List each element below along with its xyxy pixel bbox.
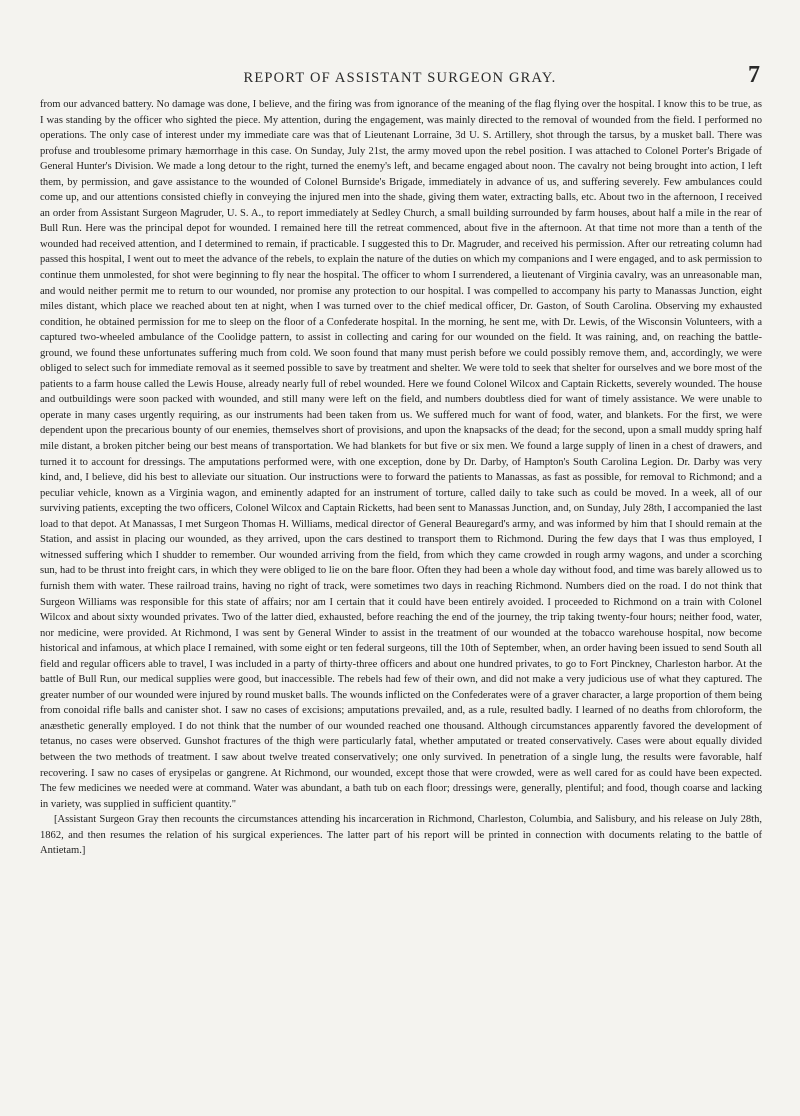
page-number: 7 [748, 62, 760, 88]
paragraph-continuation: from our advanced battery. No damage was done, I believe, and the firing was from ignorance of the meaning of the flag flying over the hospital. I know this to be true, as I was standing by the officer who sighted the piece. My attention, during the engagement, was mainly directed to the removal of wounded from the field. I performed no operations. The only case of interest under my immediate care was that of Lieutenant Lorraine, 3d U. S. Artillery, shot through the tarsus, by a musket ball. There was profuse and troublesome primary hæmorrhage in this case. On Sunday, July 21st, the army moved upon the rebel position. I was attached to Colonel Porter's Brigade of General Hunter's Division. We made a long detour to the right, turned the enemy's left, and became engaged about noon. The cavalry not being brought into action, I left them, by permission, and gave assistance to the wounded of Colonel Burnside's Brigade, immediately in advance of us, and suffering severely. Few ambulances could come up, and our attentions consisted chiefly in conveying the injured men into the shade, giving them water, extracting balls, etc. About two in the afternoon, I received an order from Assistant Surgeon Magruder, U. S. A., to report immediately at Sedley Church, a small building surrounded by farm houses, about half a mile in the rear of Bull Run. Here was the principal depot for wounded. I remained here till the retreat commenced, about five in the afternoon. At that time not more than a tenth of the wounded had received attention, and I determined to remain, if practicable. I suggested this to Dr. Magruder, and received his permission. After our retreating column had passed this hospital, I went out to meet the advance of the rebels, to explain the nature of the duties on which my companions and I were engaged, and to ask permission to continue them unmolested, for shot were beginning to fly near the hospital. The officer to whom I surrendered, a lieutenant of Virginia cavalry, was an unreasonable man, and would neither permit me to return to our wounded, nor promise any protection to our hospital. I was compelled to accompany his party to Manassas Junction, eight miles distant, which place we reached about ten at night, when I was turned over to the chief medical officer, Dr. Gaston, of South Carolina. Observing my exhausted condition, he obtained permission for me to sleep on the floor of a Confederate hospital. In the morning, he sent me, with Dr. Lewis, of the Wisconsin Volunteers, with a captured two-wheeled ambulance of the Coolidge pattern, to assist in collecting and caring for our wounded on the field. It was raining, and, on reaching the battle-ground, we found these unfortunates suffering much from cold. We soon found that many must perish before we could possibly remove them, and, accordingly, we were obliged to select such for immediate removal as it seemed possible to save by treatment and shelter. We were told to seek that shelter for ourselves and we bore most of the patients to a farm house called the Lewis House, already nearly full of rebel wounded. Here we found Colonel Wilcox and Captain Ricketts, severely wounded. The house and outbuildings were soon packed with wounded, and still many were left on the field, and numbers doubtless died for want of timely assistance. We were unable to operate in many cases urgently requiring, as our instruments had been taken from us. We suffered much for want of food, water, and blankets. For the first, we were dependent upon the precarious bounty of our enemies, themselves short of provisions, and upon the knapsacks of the dead; for the second, upon a small muddy spring half mile distant, a broken pitcher being our best means of transportation. We had blankets for but five or six men. We found a large supply of linen in a chest of drawers, and turned it to account for dressings. The amputations performed were, with one exception, done by Dr. Darby, of Hampton's South Carolina Legion. Dr. Darby was very kind, and, I believe, did his best to alleviate our situation. Our instructions were to forward the patients to Manassas, as fast as possible, for removal to Richmond; and a peculiar vehicle, known as a Virginia wagon, and eminently adapted for an instrument of torture, called daily to take such as could be moved. In a week, all of our surviving patients, excepting the two officers, Colonel Wilcox and Captain Ricketts, had been sent to Manassas Junction, and, on Sunday, July 28th, I accompanied the last load to that depot. At Manassas, I met Surgeon Thomas H. Williams, medical director of General Beauregard's army, and was informed by him that I should remain at the Station, and assist in placing our wounded, as they arrived, upon the cars destined to transport them to Richmond. During the few days that I was thus employed, I witnessed suffering which I shudder to remember. Our wounded arriving from the field, from which they came crowded in rough army wagons, and under a scorching sun, had to be thrust into freight cars, in which they were obliged to lie on the bare floor. Often they had been a whole day without food, and time was barely allowed us to furnish them with water. These railroad trains, having no right of track, were sometimes two days in reaching Richmond. Numbers died on the road. I do not think that Surgeon Williams was responsible for this state of affairs; nor am I certain that it could have been entirely avoided. I proceeded to Richmond on a train with Colonel Wilcox and about sixty wounded privates. Two of the latter died, exhausted, before reaching the end of the journey, the trip taking twenty-four hours; neither food, water, nor medicine, were provided. At Richmond, I was sent by General Winder to assist in the treatment of our wounded at the tobacco warehouse hospital, now become historical and infamous, at which place I remained, with some eight or ten federal surgeons, till the 10th of September, when, an order having been issued to send South all field and regular officers able to travel, I was included in a party of thirty-three officers and about one hundred privates, to go to Fort Pinckney, Charleston harbor. At the battle of Bull Run, our medical supplies were good, but inaccessible. The rebels had few of their own, and did not make a very judicious use of what they captured. The greater number of our wounded were injured by round musket balls. The wounds inflicted on the Confederates were of a graver character, a large proportion of them being from conoidal rifle balls and canister shot. I saw no cases of excisions; amputations prevailed, and, as a rule, resulted badly. I learned of no deaths from chloroform, the anæsthetic generally employed. I do not think that the number of our wounded reached one thousand. Although circumstances apparently favored the development of tetanus, no cases were observed. Gunshot fractures of the thigh were particularly fatal, whether amputated or treated conservatively. Cases were about equally divided between the two methods of treatment. I saw about twelve treated conservatively; one only survived. In penetration of a single lung, the results were favorable, half recovering. I saw no cases of erysipelas or gangrene. At Richmond, our wounded, except those that were crowded, were as well cared for as could have been expected. The few medicines we needed were at command. Water was abundant, a bath tub on each floor; dressings were, generally, plentiful; and food, though coarse and lacking in variety, was supplied in sufficient quantity." [40, 99, 762, 810]
running-title: REPORT OF ASSISTANT SURGEON GRAY. [243, 70, 557, 86]
body-text [40, 97, 762, 859]
paragraph-editorial-note: [Assistant Surgeon Gray then recounts the circumstances attending his incarceration in Richmond, Charleston, Columbia, and Salisbury, and his release on July 28th, 1862, and then resumes the relation of his surgical experiences. The latter part of his report will be printed in connection with documents relating to the battle of Antietam.] [40, 814, 762, 857]
running-head [40, 62, 760, 92]
